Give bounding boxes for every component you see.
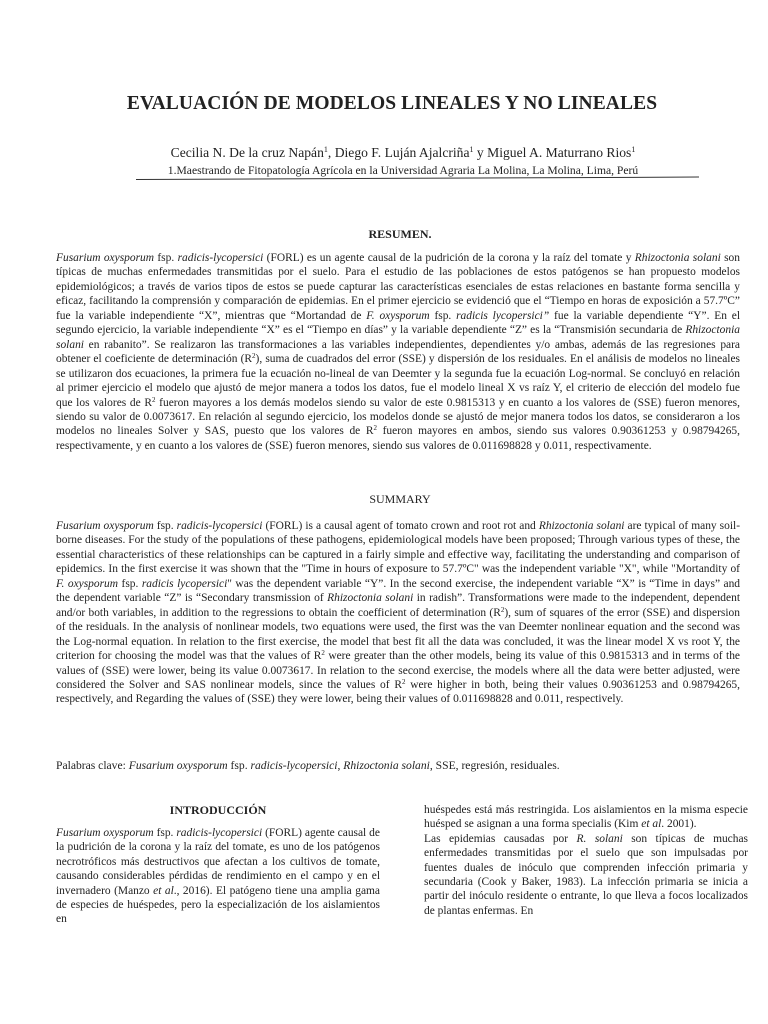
affiliation-mark: 1 [469,145,474,154]
resumen-paragraph: Fusarium oxysporum fsp. radicis-lycopersici (FORL) es un agente causal de la pudrición de la corona y la raíz del tomate y Rhizoctonia solani son típicas de muchas enfermedades transmitidas por el suelo. Para el estudio de las poblaciones de estos patógenos se han propuesto modelos epidemiológicos; a través de varios tipos de estos se puede capturar las características esenciales de estas relaciones en bastante forma sencilla y eficaz, facilitando la comprensión y comparación de epidemias. En el primer ejercicio se evidenció que el “Tiempo en horas de exposición a 57.7ºC” fue la variable independiente “X”, mientras que “Mortandad de F. oxysporum fsp. radicis lycopersici” fue la variable dependiente “Y”. En el segundo ejercicio, la variable independiente “X” es el “Tiempo en días” y la variable dependiente “Z” es la “Transmisión secundaria de Rhizoctonia solani en rabanito”. Se realizaron las transformaciones a las variables independientes, dependientes y/o ambas, además de las regresiones para obtener el coeficiente de determinación $(R^2)$, suma de cuadrados del error (SSE) y dispersión de los residuales. En el análisis de modelos no lineales se utilizaron dos ecuaciones, la primera fue la ecuación no-lineal de van Deemter y la segunda fue la ecuación Log-normal. Se concluyó en relación al primer ejercicio el modelo que ajustó de mejor manera a todos los datos, fue el modelo lineal X vs raíz Y, el criterio de elección del modelo fue que los valores de $R^2$ fueron mayores a los demás modelos siendo su valor de este 0.9815313 y en cuanto a los valores de (SSE) fueron menores, siendo su valor de 0.0073617. En relación al segundo ejercicio, los modelos donde se ajustó de mejor manera todos los datos, se consideraron a los modelos no lineales Solver y SAS, puesto que los valores de $R^2$ fueron mayores en ambos, siendo sus valores 0.90361253 y 0.98794265, respectivamente, y en cuanto a los valores de (SSE) fueron menores, siendo sus valores de 0.011698828 y 0.011, respectivamente. [56,252,741,452]
summary-heading: SUMMARY [369,492,431,506]
affiliation-mark: 1 [323,145,328,154]
intro-column-right [424,803,748,918]
paper-title: EVALUACIÓN DE MODELOS LINEALES Y NO LINEALES [126,93,658,114]
header-divider [136,177,699,180]
author-affiliation: 1.Maestrando de Fitopatología Agrícola en la Universidad Agraria La Molina, La Molina, Lima, Perú [167,164,639,177]
author-name: Diego F. Luján Ajalcriña [334,145,470,160]
intro-paragraph: Las epidemias causadas por R. solani son típicas de muchas enfermedades transmitidas por el suelo que son impulsadas por fuentes duales de inóculo que comprenden infección primaria y secundaria (Cook y Baker, 1983). La infección primaria se inicia a partir del inóculo residente o entrante, lo que lleva a focos localizados de plantas enfermas. En [424,832,749,917]
introduccion-heading: INTRODUCCIÓN [169,803,267,817]
summary-paragraph: Fusarium oxysporum fsp. radicis-lycopersici (FORL) is a causal agent of tomato crown and root rot and Rhizoctonia solani are typical of many soil-borne diseases. For the study of the populations of these pathogens, epidemiological models have been proposed; Through various types of these, the essential characteristics of these relationships can be captured in a fairly simple and effective way, facilitating the understanding and comparison of epidemics. In the first exercise it was shown that the "Time in hours of exposure to 57.7ºC" was the independent variable "X", while "Mortandity of F. oxysporum fsp. radicis lycopersici" was the dependent variable “Y”. In the second exercise, the independent variable “X” is “Time in days” and the dependent variable “Z” is “Secondary transmission of Rhizoctonia solani in radish”. Transformations were made to the independent, dependent and/or both variables, in addition to the regressions to obtain the coefficient of determination $(R^2)$, sum of squares of the error (SSE) and dispersion of the residuals. In the analysis of nonlinear models, two equations were used, the first was the van Deemter nonlinear equation and the second was the Log-normal equation. In relation to the first exercise, the model that best fit all the data was concluded, it was the linear model X vs root Y, the criterion for choosing the model was that the values of $R^2$ were greater than the other models, being its value of this 0.9815313 and in terms of the values of (SSE) were lower, being its value 0.0073617. In relation to the second exercise, the models where all the data were better adjusted, were considered the Solver and SAS nonlinear models, since the values of $R^2$ were higher in both, being their values 0.90361253 and 0.98794265, respectively, and Regarding the values of (SSE) they were lower, being their values of 0.011698828 and 0.011, respectively. [56,520,741,706]
intro-column-left [56,826,380,927]
keywords-line: Palabras clave: Fusarium oxysporum fsp. radicis-lycopersici, Rhizoctonia solani, SSE, regresión, residuales. [56,759,560,772]
affiliation-mark: 1 [631,145,636,154]
intro-paragraph: huéspedes está más restringida. Los aislamientos en la misma especie huésped se asignan a una forma specialis (Kim et al. 2001). [424,804,748,831]
resumen-heading: RESUMEN. [368,227,432,241]
author-name: Cecilia N. De la cruz Napán [170,145,324,160]
author-list: Cecilia N. De la cruz Napán$^1$, Diego F. Luján Ajalcriña$^1$ y Miguel A. Maturrano Rios$^1$ [170,145,636,160]
author-name: Miguel A. Maturrano Rios [487,145,632,160]
intro-paragraph: Fusarium oxysporum fsp. radicis-lycopersici (FORL) agente causal de la pudrición de la corona y la raíz del tomate, es uno de los patógenos necrotróficos más destructivos que afectan a los cultivos de tomate, causando considerables pérdidas de rendimiento en el campo y en el invernadero (Manzo et al., 2016). El patógeno tiene una amplia gama de especies de huéspedes, pero la especialización de los aislamientos en [56,827,380,926]
